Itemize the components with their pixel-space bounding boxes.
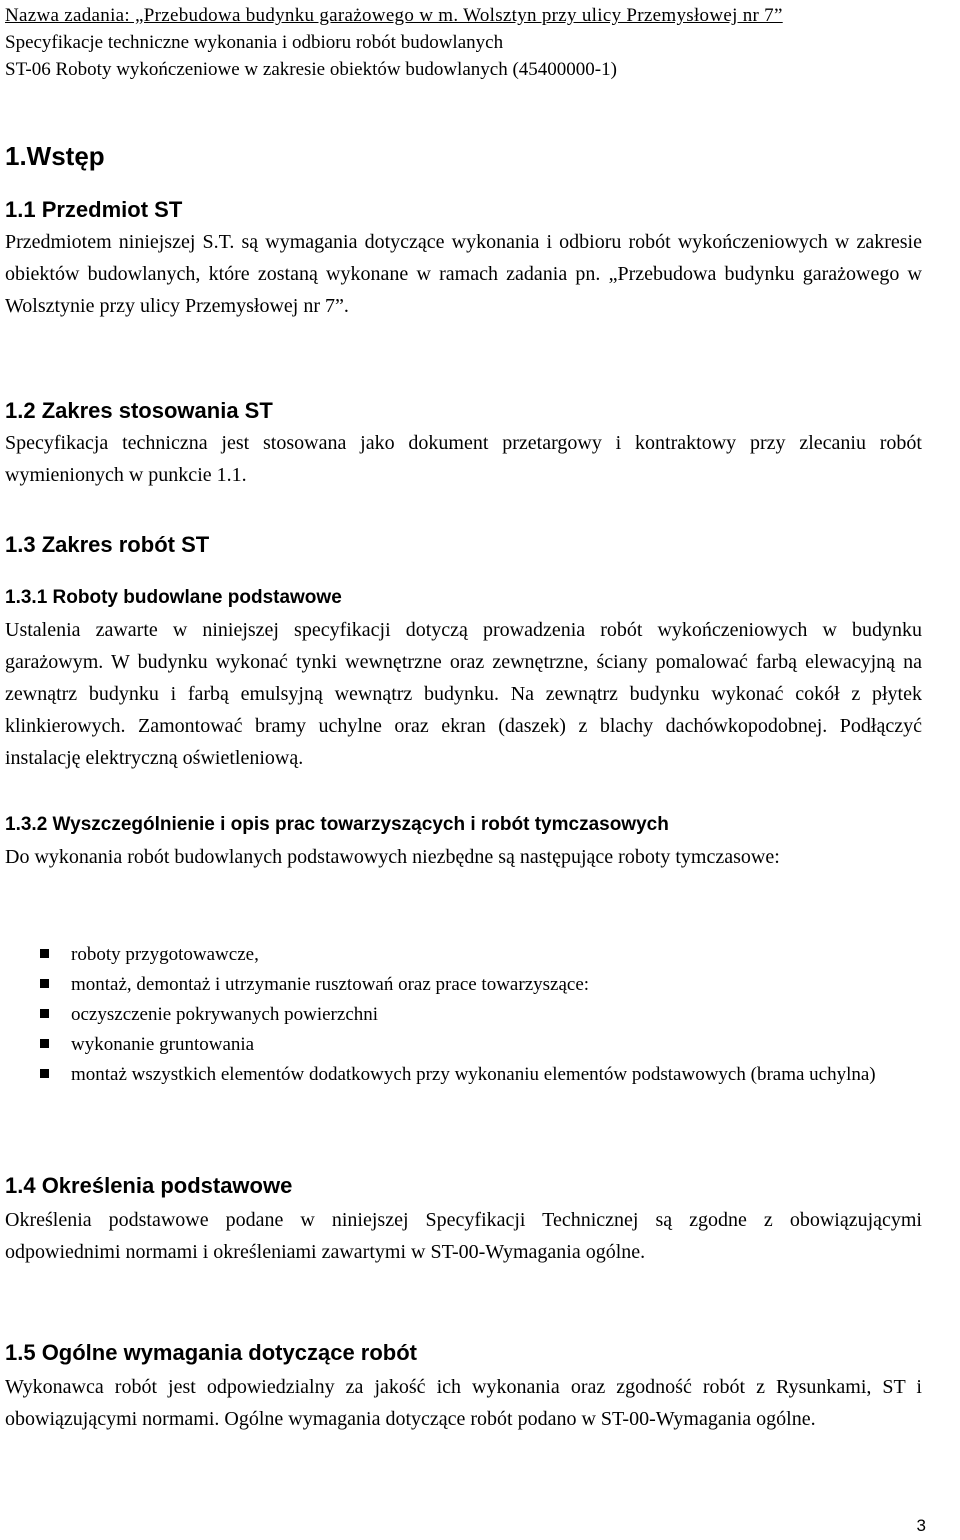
section-1-5 (5, 1339, 922, 1435)
section-1-title: 1.Wstęp (5, 141, 105, 171)
list-item: oczyszczenie pokrywanych powierzchni (5, 1000, 922, 1030)
list-item: montaż, demontaż i utrzymanie rusztowań oraz prace towarzyszące: (5, 970, 922, 1000)
section-1-2-text: Specyfikacja techniczna jest stosowana jako dokument przetargowy i kontraktowy przy zlecaniu robót wymienionych w punkcie 1.1. (5, 432, 922, 486)
section-1-3-1-text: Ustalenia zawarte w niniejszej specyfikacji dotyczą prowadzenia robót wykończeniowych w budynku garażowym. W budynku wykonać tynki wewnętrzne oraz zewnętrzne, ściany pomalować farbą elewacyjną na zewnątrz budynku i farbą emulsyjną wewnątrz budynku. Na zewnątrz budynku wykonać cokół z płytek klinkierowych. Zamontować bramy uchylne oraz ekran (daszek) z blachy dachówkopodobnej. Podłączyć instalację elektryczną oświetleniową. (5, 619, 922, 769)
header-task-name: Nazwa zadania: „Przebudowa budynku garażowego w m. Wolsztyn przy ulicy Przemysłowej nr 7” (5, 5, 783, 26)
list-item: montaż wszystkich elementów dodatkowych przy wykonaniu elementów podstawowych (brama uchylna) (5, 1060, 922, 1090)
temporary-works-list (5, 940, 922, 1090)
section-1-1-text: Przedmiotem niniejszej S.T. są wymagania dotyczące wykonania i odbioru robót wykończeniowych w zakresie obiektów budowlanych, które zostaną wykonane w ramach zadania pn. „Przebudowa budynku garażowego w Wolsztynie przy ulicy Przemysłowej nr 7”. (5, 231, 922, 317)
list-item: wykonanie gruntowania (5, 1030, 922, 1060)
section-1-5-text: Wykonawca robót jest odpowiedzialny za jakość ich wykonania oraz zgodność robót z Rysunkami, ST i obowiązującymi normami. Ogólne wymagania dotyczące robót podano w ST-00-Wymagania ogólne. (5, 1376, 922, 1430)
section-1-4-title: 1.4 Określenia podstawowe (5, 1173, 293, 1198)
section-1-3-title: 1.3 Zakres robót ST (5, 532, 210, 557)
header-st-code: ST-06 Roboty wykończeniowe w zakresie obiektów budowlanych (45400000-1) (5, 59, 617, 80)
section-1-3-1-title: 1.3.1 Roboty budowlane podstawowe (5, 587, 342, 608)
section-1-4-text: Określenia podstawowe podane w niniejszej Specyfikacji Technicznej są zgodne z obowiązującymi odpowiednimi normami i określeniami zawartymi w ST-00-Wymagania ogólne. (5, 1209, 922, 1263)
header-spec-title: Specyfikacje techniczne wykonania i odbioru robót budowlanych (5, 32, 504, 53)
section-1-1 (5, 196, 922, 322)
section-1-5-title: 1.5 Ogólne wymagania dotyczące robót (5, 1340, 417, 1365)
section-1-3-2-text: Do wykonania robót budowlanych podstawowych niezbędne są następujące roboty tymczasowe: (5, 846, 780, 868)
section-1-2 (5, 397, 922, 491)
section-1-2-title: 1.2 Zakres stosowania ST (5, 398, 273, 423)
section-1-3-2-title: 1.3.2 Wyszczególnienie i opis prac towarzyszących i robót tymczasowych (5, 814, 669, 835)
section-1-3 (5, 531, 922, 559)
page-header (5, 0, 926, 83)
section-1-3-2 (5, 813, 922, 873)
page-number: 3 (916, 1516, 926, 1535)
section-1-1-title: 1.1 Przedmiot ST (5, 197, 183, 222)
list-item: roboty przygotowawcze, (5, 940, 922, 970)
section-1-3-1 (5, 586, 922, 774)
section-1-4 (5, 1172, 922, 1268)
